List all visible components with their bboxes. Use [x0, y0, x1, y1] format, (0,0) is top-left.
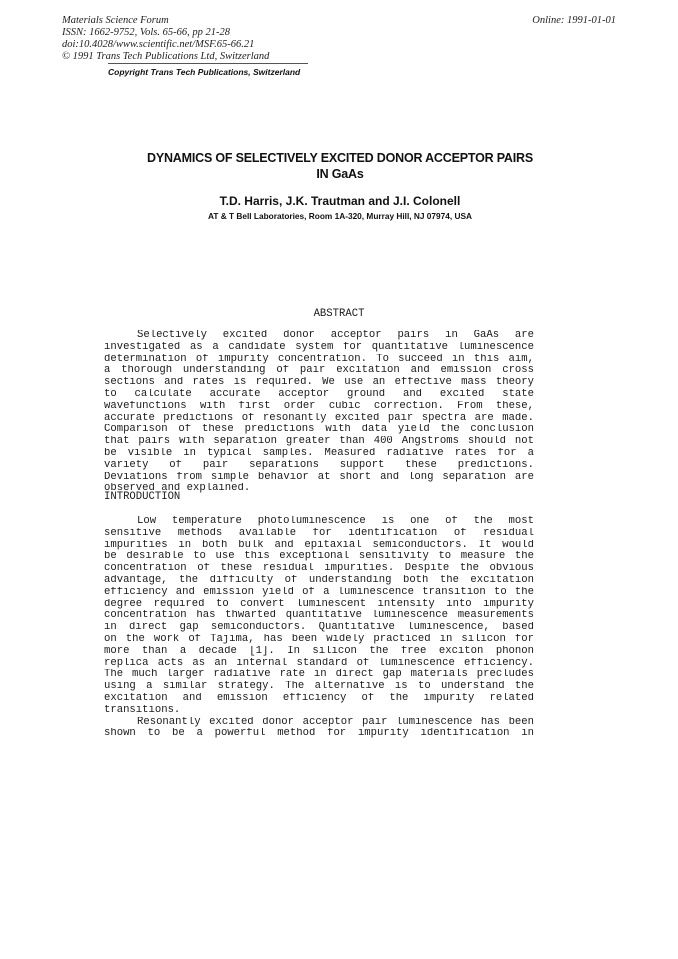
abstract-line: investigated as a candidate system for quantitative luminescence: [104, 341, 534, 353]
intro-line: sensitive methods available for identification of residual: [104, 527, 534, 539]
introduction-body: [104, 516, 534, 740]
authors: T.D. Harris, J.K. Trautman and J.I. Colonell: [219, 194, 461, 208]
abstract-line: a thorough understanding of pair excitation and emission cross: [104, 365, 534, 377]
intro-line: concentration has thwarted quantitative luminescence measurements: [104, 610, 534, 622]
introduction-heading: INTRODUCTION: [104, 491, 181, 503]
doi-line[interactable]: doi:10.4028/www.scientific.net/MSF.65-66.21: [62, 39, 255, 50]
intro-line: transitions.: [104, 704, 181, 716]
intro-line: The much larger radiative rate in direct gap materials precludes: [104, 669, 534, 681]
publisher-copyright: Copyright Trans Tech Publications, Switzerland: [108, 67, 301, 77]
intro-line: Resonantly excited donor acceptor pair luminescence has been: [137, 716, 534, 728]
intro-line: more than a decade [1]. In silicon the free exciton phonon: [104, 645, 534, 657]
intro-line: using a similar strategy. The alternative is to understand the: [104, 681, 534, 693]
issn-line: ISSN: 1662-9752, Vols. 65-66, pp 21-28: [62, 27, 230, 38]
abstract-line: that pairs with separation greater than 400 Angstroms should not: [104, 436, 534, 448]
intro-line: efficiency and emission yield of a luminescence transition to the: [104, 586, 534, 598]
abstract-line: be visible in typical samples. Measured radiative rates for a: [104, 447, 534, 459]
abstract-body: [104, 330, 534, 495]
abstract-line: Deviations from simple behavior at short and long separation are: [104, 471, 534, 483]
copyright-line: © 1991 Trans Tech Publications Ltd, Switzerland: [62, 51, 270, 62]
intro-line: degree required to convert luminescent intensity into impurity: [104, 598, 534, 610]
abstract-line: determination of impurity concentration. To succeed in this aim,: [104, 353, 534, 365]
abstract-line: Selectively excited donor acceptor pairs in GaAs are: [137, 330, 534, 341]
intro-line: Low temperature photoluminescence is one of the most: [137, 516, 534, 527]
intro-line: on the work of Tajima, has been widely practiced in silicon for: [104, 633, 534, 645]
abstract-line: observed and explained.: [104, 483, 251, 495]
intro-line: shown to be a powerful method for impurity identification in: [104, 728, 534, 740]
abstract-line: to calculate accurate acceptor ground and excited state: [104, 388, 534, 400]
abstract-line: accurate predictions of resonantly excited pair spectra are made.: [104, 412, 534, 424]
intro-line: be desirable to use this exceptional sensitivity to measure the: [104, 551, 534, 563]
abstract-line: Comparison of these predictions with data yield the conclusion: [104, 424, 534, 436]
intro-line: excitation and emission efficiency of the impurity related: [104, 692, 534, 704]
abstract-line: sections and rates is required. We use an effective mass theory: [104, 377, 534, 389]
abstract-line: wavefunctions with first order cubic correction. From these,: [104, 400, 534, 412]
title-line: IN GaAs: [316, 167, 364, 181]
paper-title: [90, 150, 590, 182]
journal-metadata: [62, 15, 269, 63]
abstract-line: variety of pair separations support these predictions.: [104, 459, 534, 471]
affiliation: AT & T Bell Laboratories, Room 1A-320, Murray Hill, NJ 07974, USA: [207, 211, 473, 221]
intro-line: advantage, the difficulty of understanding both the excitation: [104, 574, 534, 586]
online-date: Online: 1991-01-01: [532, 15, 616, 26]
intro-line: in direct gap semiconductors. Quantitative luminescence, based: [104, 622, 534, 634]
journal-name: Materials Science Forum: [62, 15, 169, 26]
abstract-heading: ABSTRACT: [313, 308, 365, 320]
intro-line: concentration of these residual impurities. Despite the obvious: [104, 563, 534, 575]
intro-line: impurities in both bulk and epitaxial semiconductors. It would: [104, 539, 534, 551]
intro-line: replica acts as an internal standard of luminescence efficiency.: [104, 657, 534, 669]
obscured-citation-line: [108, 61, 308, 65]
title-line: DYNAMICS OF SELECTIVELY EXCITED DONOR ACCEPTOR PAIRS: [147, 151, 533, 165]
